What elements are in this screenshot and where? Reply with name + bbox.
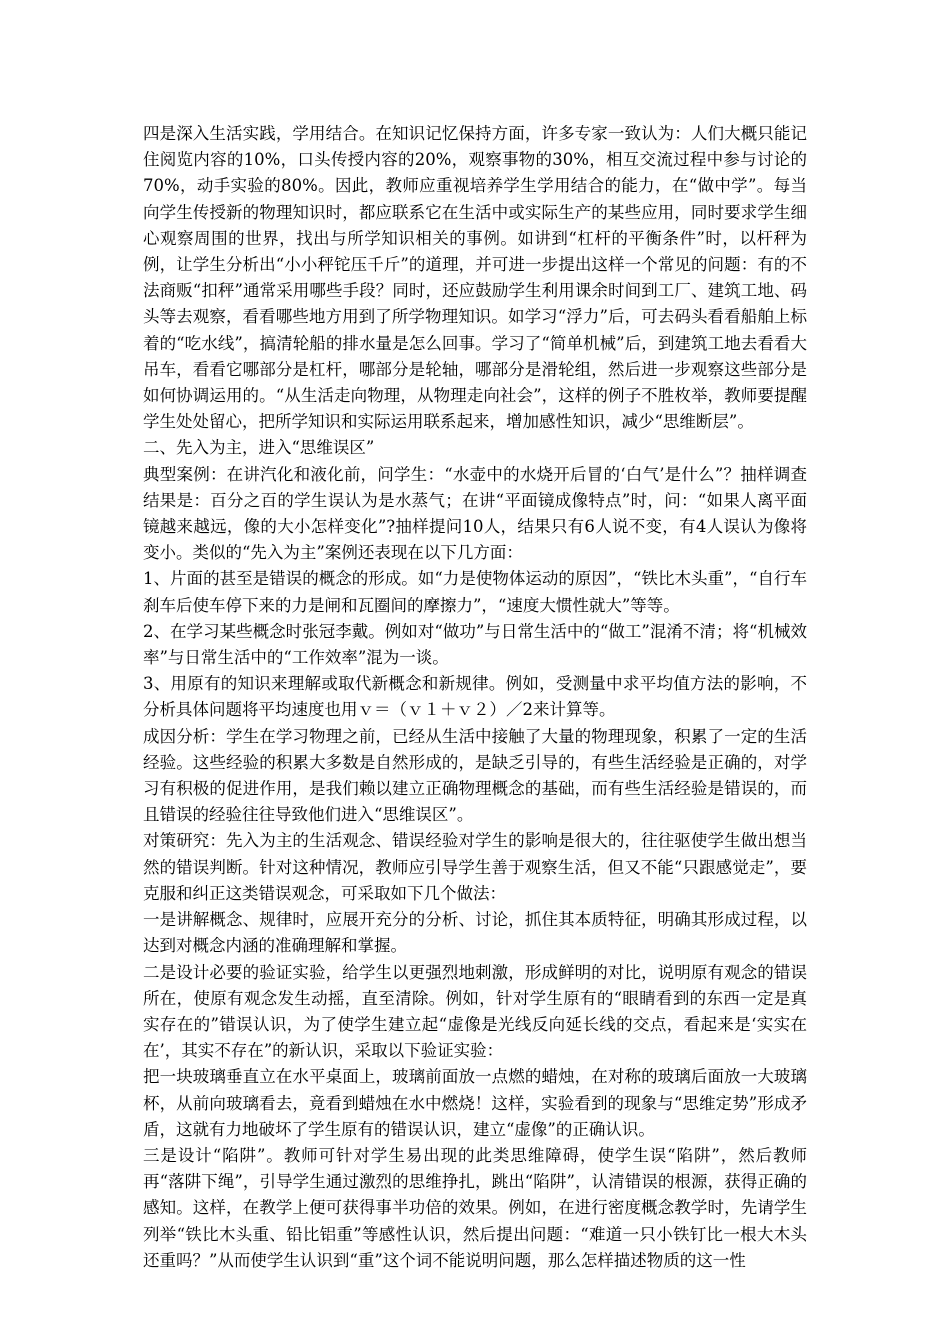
document-body <box>143 121 807 1274</box>
list-item-3: 3、用原有的知识来理解或取代新概念和新规律。例如，受测量中求平均值方法的影响，不分析具体问题将平均速度也用ｖ＝（ｖ１＋ｖ２）／2来计算等。 <box>143 674 807 720</box>
paragraph-cause-analysis: 成因分析：学生在学习物理之前，已经从生活中接触了大量的物理现象，积累了一定的生活经验。这些经验的积累大多数是自然形成的，是缺乏引导的，有些生活经验是正确的，对学习有积极的促进作用，是我们赖以建立正确物理概念的基础，而有些生活经验是错误的，而且错误的经验往往导致他们进入“思维误区”。 <box>143 726 807 825</box>
paragraph-method-one: 一是讲解概念、规律时，应展开充分的分析、讨论，抓住其本质特征，明确其形成过程，以达到对概念内涵的准确理解和掌握。 <box>143 910 807 956</box>
section-heading-preconception: 二、先入为主，进入“思维误区” <box>143 438 375 458</box>
paragraph-experiment: 把一块玻璃垂直立在水平桌面上，玻璃前面放一点燃的蜡烛，在对称的玻璃后面放一大玻璃杯，从前向玻璃看去，竟看到蜡烛在水中燃烧！这样，实验看到的现象与“思维定势”形成矛盾，这就有力地破坏了学生原有的错误认识，建立“虚像”的正确认识。 <box>143 1067 807 1139</box>
list-item-1: 1、片面的甚至是错误的概念的形成。如“力是使物体运动的原因”，“铁比木头重”，“自行车刹车后使车停下来的力是闸和瓦圈间的摩擦力”，“速度大惯性就大”等等。 <box>143 569 807 615</box>
paragraph-countermeasures: 对策研究：先入为主的生活观念、错误经验对学生的影响是很大的，往往驱使学生做出想当然的错误判断。针对这种情况，教师应引导学生善于观察生活，但又不能“只跟感觉走”，要克服和纠正这类错误观念，可采取如下几个做法： <box>143 831 807 903</box>
paragraph-method-three: 三是设计“陷阱”。教师可针对学生易出现的此类思维障碍，使学生误“陷阱”，然后教师再“落阱下绳”，引导学生通过激烈的思维挣扎，跳出“陷阱”，认清错误的根源，获得正确的感知。这样，在教学上便可获得事半功倍的效果。例如，在进行密度概念教学时，先请学生列举“铁比木头重、铅比铝重”等感性认识，然后提出问题：“难道一只小铁钉比一根大木头还重吗？”从而使学生认识到“重”这个词不能说明问题，那么怎样描述物质的这一性 <box>143 1145 807 1270</box>
paragraph-typical-case: 典型案例：在讲汽化和液化前，问学生：“水壶中的水烧开后冒的‘白气’是什么”？抽样调查结果是：百分之百的学生误认为是水蒸气；在讲“平面镜成像特点”时，问：“如果人离平面镜越来越远，像的大小怎样变化”?抽样提问10人，结果只有6人说不变，有4人误认为像将变小。类似的“先入为主”案例还表现在以下几方面： <box>143 464 807 563</box>
paragraph-learning-by-doing: 四是深入生活实践，学用结合。在知识记忆保持方面，许多专家一致认为：人们大概只能记住阅览内容的10%，口头传授内容的20%，观察事物的30%，相互交流过程中参与讨论的70%，动手实验的80%。因此，教师应重视培养学生学用结合的能力，在“做中学”。每当向学生传授新的物理知识时，都应联系它在生活中或实际生产的某些应用，同时要求学生细心观察周围的世界，找出与所学知识相关的事例。如讲到“杠杆的平衡条件”时，以杆秤为例，让学生分析出“小小秤铊压千斤”的道理，并可进一步提出这样一个常见的问题：有的不法商贩“扣秤”通常采用哪些手段？同时，还应鼓励学生利用课余时间到工厂、建筑工地、码头等去观察，看看哪些地方用到了所学物理知识。如学习“浮力”后，可去码头看看船舶上标着的“吃水线”，搞清轮船的排水量是怎么回事。学习了“简单机械”后，到建筑工地去看看大吊车，看看它哪部分是杠杆，哪部分是轮轴，哪部分是滑轮组，然后进一步观察这些部分是如何协调运用的。“从生活走向物理，从物理走向社会”，这样的例子不胜枚举，教师要提醒学生处处留心，把所学知识和实际运用联系起来，增加感性知识，减少“思维断层”。 <box>143 124 807 432</box>
paragraph-method-two: 二是设计必要的验证实验，给学生以更强烈地刺激，形成鲜明的对比，说明原有观念的错误所在，使原有观念发生动摇，直至清除。例如，针对学生原有的“眼睛看到的东西一定是真实存在的”错误认识，为了使学生建立起“虚像是光线反向延长线的交点，看起来是‘实实在在’，其实不存在”的新认识，采取以下验证实验： <box>143 962 807 1061</box>
list-item-2: 2、在学习某些概念时张冠李戴。例如对“做功”与日常生活中的“做工”混淆不清；将“机械效率”与日常生活中的“工作效率”混为一谈。 <box>143 621 807 668</box>
